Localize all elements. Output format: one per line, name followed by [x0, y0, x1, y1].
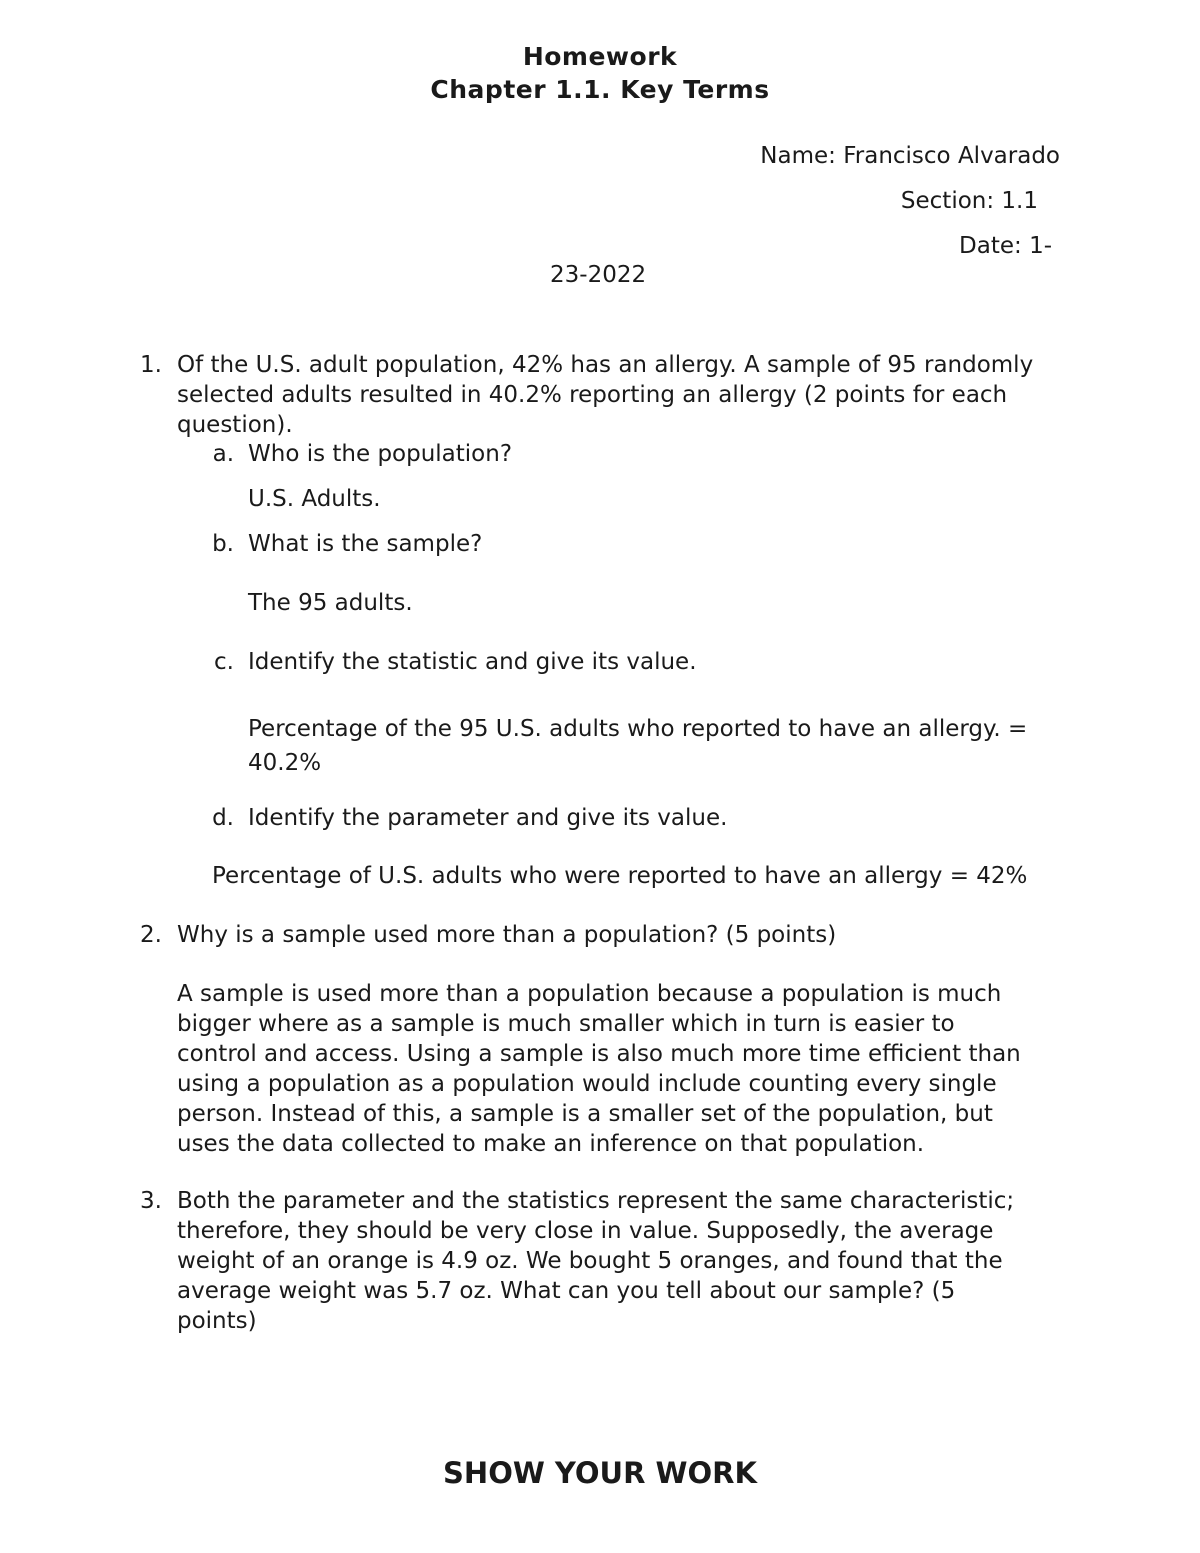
prompt-line: therefore, they should be very close in value. Supposedly, the average [177, 1218, 994, 1244]
prompt-line: points) [177, 1308, 257, 1334]
student-name: Name: Francisco Alvarado [760, 143, 1060, 169]
question-1b-answer: The 95 adults. [248, 590, 413, 616]
prompt-line: question). [177, 412, 293, 438]
question-1a-letter: a. [212, 441, 234, 467]
prompt-line: selected adults resulted in 40.2% reporting an allergy (2 points for each [177, 382, 1008, 408]
prompt-line: average weight was 5.7 oz. What can you tell about our sample? (5 [177, 1278, 956, 1304]
question-1c-text: Identify the statistic and give its value. [248, 649, 697, 675]
question-3-prompt [177, 1186, 1014, 1336]
question-1d-text: Identify the parameter and give its value. [248, 805, 728, 831]
question-1a-text: Who is the population? [248, 441, 513, 467]
question-1d-letter: d. [212, 805, 234, 831]
answer-line: A sample is used more than a population because a population is much [177, 981, 1002, 1007]
answer-line: 40.2% [248, 750, 322, 776]
answer-line: bigger where as a sample is much smaller which in turn is easier to [177, 1011, 955, 1037]
question-1-number: 1. [140, 352, 162, 378]
question-1d-answer: Percentage of U.S. adults who were reported to have an allergy = 42% [212, 863, 1028, 889]
date-label: Date: 1- [959, 233, 1052, 259]
date-continuation: 23-2022 [550, 262, 647, 288]
question-2-answer [177, 979, 1021, 1159]
document-title: Homework [522, 42, 678, 71]
question-2-number: 2. [140, 922, 162, 948]
answer-line: uses the data collected to make an inference on that population. [177, 1131, 925, 1157]
question-1b-text: What is the sample? [248, 531, 483, 557]
prompt-line: Both the parameter and the statistics represent the same characteristic; [177, 1188, 1015, 1214]
show-your-work-heading: SHOW YOUR WORK [443, 1456, 757, 1490]
question-1-prompt [177, 350, 1033, 440]
question-1b-letter: b. [212, 531, 234, 557]
question-1c-answer [248, 712, 1027, 780]
answer-line: person. Instead of this, a sample is a smaller set of the population, but [177, 1101, 993, 1127]
answer-line: control and access. Using a sample is also much more time efficient than [177, 1041, 1021, 1067]
document-subtitle: Chapter 1.1. Key Terms [430, 75, 770, 104]
prompt-line: Of the U.S. adult population, 42% has an allergy. A sample of 95 randomly [177, 352, 1034, 378]
question-3-number: 3. [140, 1188, 162, 1214]
question-2-prompt: Why is a sample used more than a population? (5 points) [177, 922, 837, 948]
question-1a-answer: U.S. Adults. [248, 486, 381, 512]
answer-line: Percentage of the 95 U.S. adults who reported to have an allergy. = [248, 716, 1028, 742]
prompt-line: weight of an orange is 4.9 oz. We bought 5 oranges, and found that the [177, 1248, 1003, 1274]
question-1c-letter: c. [214, 649, 234, 675]
section-label: Section: 1.1 [900, 188, 1038, 214]
answer-line: using a population as a population would include counting every single [177, 1071, 997, 1097]
